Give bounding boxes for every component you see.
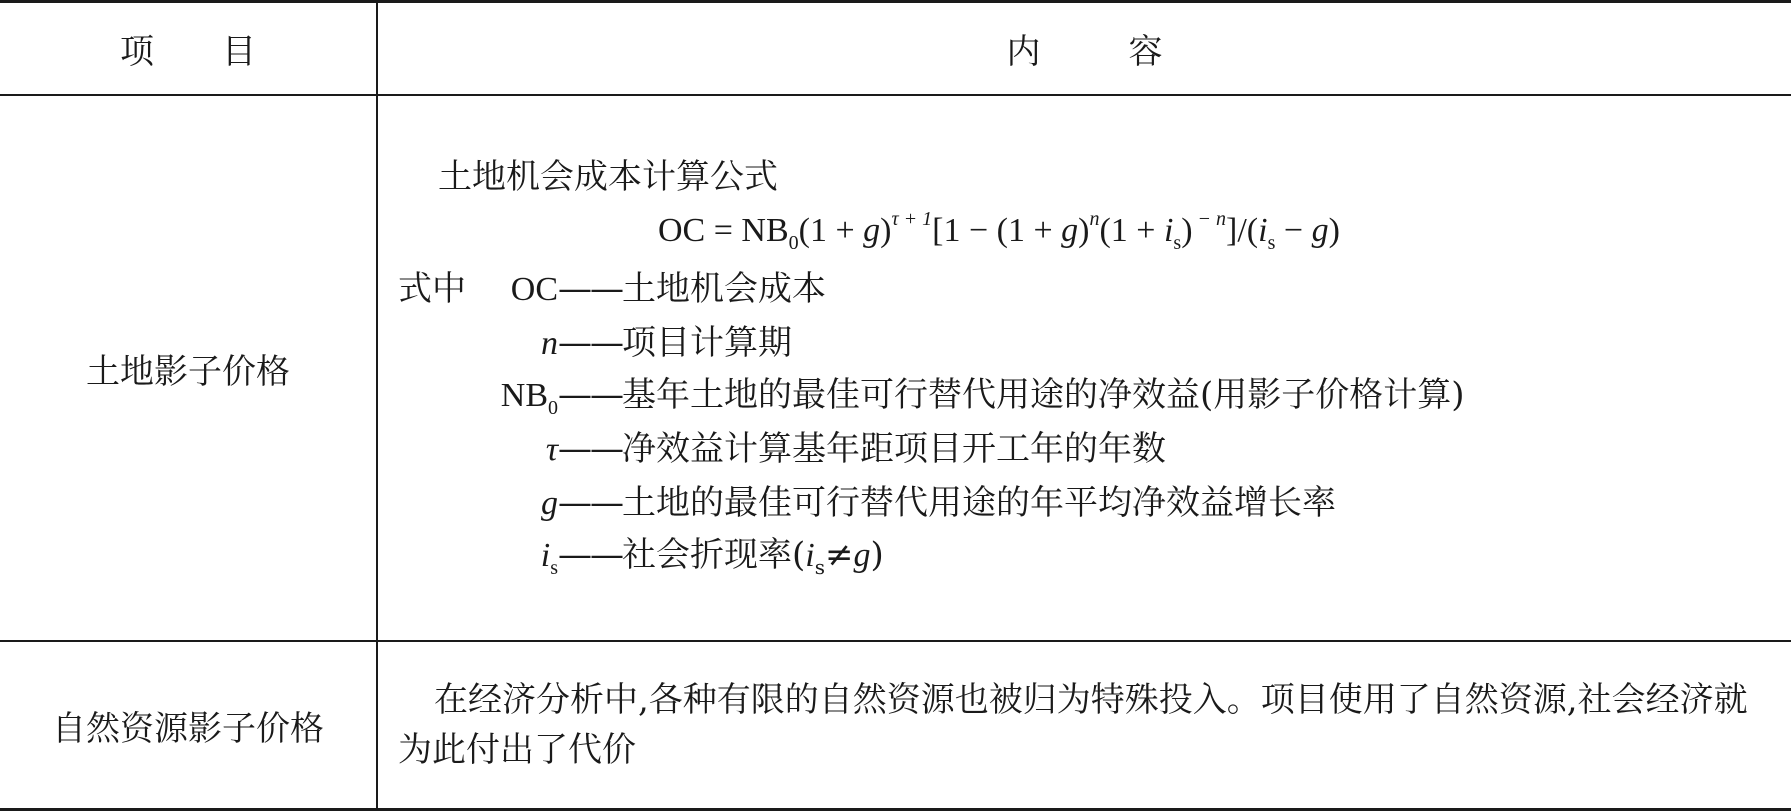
definition-n: n——项目计算期 <box>541 323 792 363</box>
definition-g: g——土地的最佳可行替代用途的年平均净效益增长率 <box>541 483 1336 523</box>
definition-nb0: $NB_0——$基年土地的最佳可行替代用途的净效益(用影子价格计算) <box>500 375 1465 419</box>
where-label: 式中 <box>398 269 466 309</box>
definition-is: $i_s——$社会折现率$(i_s\ne g)$ <box>540 535 884 579</box>
header-content-char1: 内 <box>1006 32 1041 72</box>
row-label-land: 土地影子价格 <box>86 351 290 392</box>
header-content <box>378 3 1791 94</box>
row-label-natural-resources: 自然资源影子价格 <box>52 708 324 749</box>
definition-tau: τ——净效益计算基年距项目开工年的年数 <box>545 429 1166 469</box>
header-content-char2: 容 <box>1128 32 1163 72</box>
formula-intro: 土地机会成本计算公式 <box>438 157 778 197</box>
opportunity-cost-formula: OC = $NB_0(1 + g)^{\tau + 1}[1 - (1 + g)^n(1 + i_s) ^{- n}]/(i_s - g)$ <box>658 208 1340 254</box>
natural-resources-description: 在经济分析中,各种有限的自然资源也被归为特殊投入。项目使用了自然资源,社会经济就为此付出了代价 <box>398 680 1748 770</box>
definition-oc: OC——土地机会成本 <box>510 269 826 309</box>
header-item-char2: 目 <box>222 32 256 72</box>
column-divider <box>376 0 378 811</box>
header-item <box>0 3 376 94</box>
header-item-char1: 项 <box>120 32 154 72</box>
